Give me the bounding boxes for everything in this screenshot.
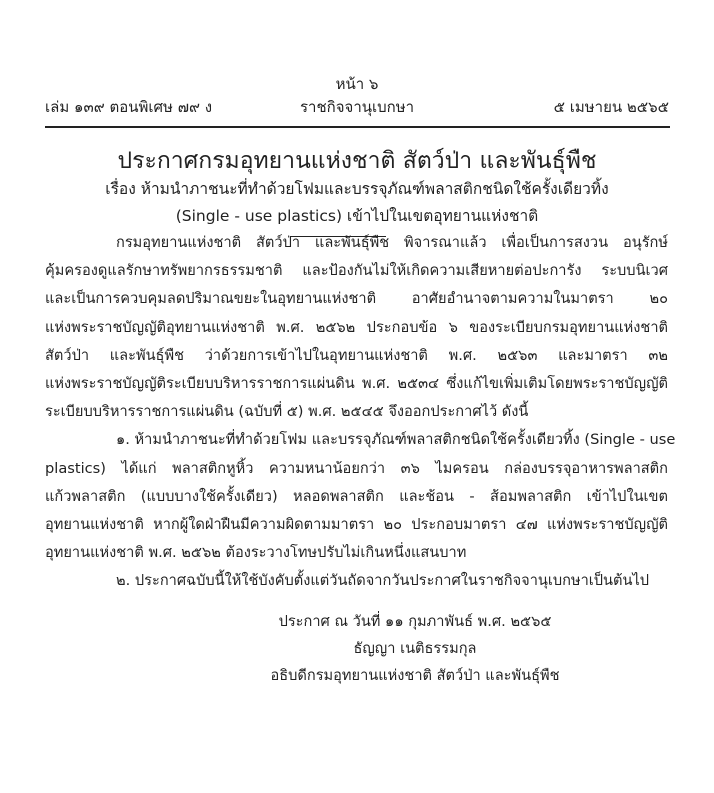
page-number: หน้า ๖ — [335, 75, 379, 93]
body-line: แห่งพระราชบัญญัติระเบียบบริหารราชการแผ่นดิน พ.ศ. ๒๕๓๔ ซึ่งแก้ไขเพิ่มเติมโดยพระราชบัญญัติ — [45, 375, 668, 392]
body-line: ระเบียบบริหารราชการแผ่นดิน (ฉบับที่ ๕) พ.ศ. ๒๕๔๕ จึงออกประกาศไว้ ดังนี้ — [45, 403, 529, 421]
signature-date: ประกาศ ณ วันที่ ๑๑ กุมภาพันธ์ พ.ศ. ๒๕๖๕ — [278, 613, 552, 630]
issue-date: ๕ เมษายน ๒๕๖๕ — [553, 98, 669, 116]
body-line: สัตว์ป่า และพันธุ์พืช ว่าด้วยการเข้าไปในอุทยานแห่งชาติ พ.ศ. ๒๕๖๓ และมาตรา ๓๒ — [45, 346, 668, 364]
announcement-title: ประกาศกรมอุทยานแห่งชาติ สัตว์ป่า และพันธุ์พืช — [117, 148, 597, 174]
signatory-position: อธิบดีกรมอุทยานแห่งชาติ สัตว์ป่า และพันธุ์พืช — [270, 667, 560, 684]
subject-line-2: (Single - use plastics) เข้าไปในเขตอุทยานแห่งชาติ — [175, 207, 539, 225]
body-line: แห่งพระราชบัญญัติอุทยานแห่งชาติ พ.ศ. ๒๕๖๒ ประกอบข้อ ๖ ของระเบียบกรมอุทยานแห่งชาติ — [45, 318, 668, 336]
subject-line-1: เรื่อง ห้ามนำภาชนะที่ทำด้วยโฟมและบรรจุภัณฑ์พลาสติกชนิดใช้ครั้งเดียวทิ้ง — [105, 180, 609, 198]
body-line: plastics) ได้แก่ พลาสติกหูหิ้ว ความหนาน้อยกว่า ๓๖ ไมครอน กล่องบรรจุอาหารพลาสติก — [45, 459, 668, 477]
body-line: แก้วพลาสติก (แบบบางใช้ครั้งเดียว) หลอดพลาสติก และช้อน - ส้อมพลาสติก เข้าไปในเขต — [45, 487, 668, 505]
signatory-name: ธัญญา เนติธรรมกุล — [353, 640, 477, 657]
body-line: คุ้มครองดูแลรักษาทรัพยากรธรรมชาติ และป้องกันไม่ให้เกิดความเสียหายต่อปะการัง ระบบนิเวศ — [45, 262, 668, 280]
body-line: อุทยานแห่งชาติ พ.ศ. ๒๕๖๒ ต้องระวางโทษปรับไม่เกินหนึ่งแสนบาท — [45, 544, 467, 562]
body-line: และเป็นการควบคุมลดปริมาณขยะในอุทยานแห่งชาติ อาศัยอำนาจตามความในมาตรา ๒๐ — [45, 290, 668, 308]
body-line: อุทยานแห่งชาติ หากผู้ใดฝ่าฝืนมีความผิดตามมาตรา ๒๐ ประกอบมาตรา ๔๗ แห่งพระราชบัญญัติ — [45, 516, 668, 533]
volume-info: เล่ม ๑๓๙ ตอนพิเศษ ๗๙ ง — [45, 98, 213, 116]
body-line: ๒. ประกาศฉบับนี้ให้ใช้บังคับตั้งแต่วันถัดจากวันประกาศในราชกิจจานุเบกษาเป็นต้นไป — [116, 572, 650, 590]
header-rule — [45, 126, 670, 128]
body-line: กรมอุทยานแห่งชาติ สัตว์ป่า และพันธุ์พืช พิจารณาแล้ว เพื่อเป็นการสงวน อนุรักษ์ — [116, 234, 668, 251]
body-line: ๑. ห้ามนำภาชนะที่ทำด้วยโฟม และบรรจุภัณฑ์พลาสติกชนิดใช้ครั้งเดียวทิ้ง (Single - use — [116, 431, 676, 449]
gazette-name: ราชกิจจานุเบกษา — [300, 98, 415, 116]
